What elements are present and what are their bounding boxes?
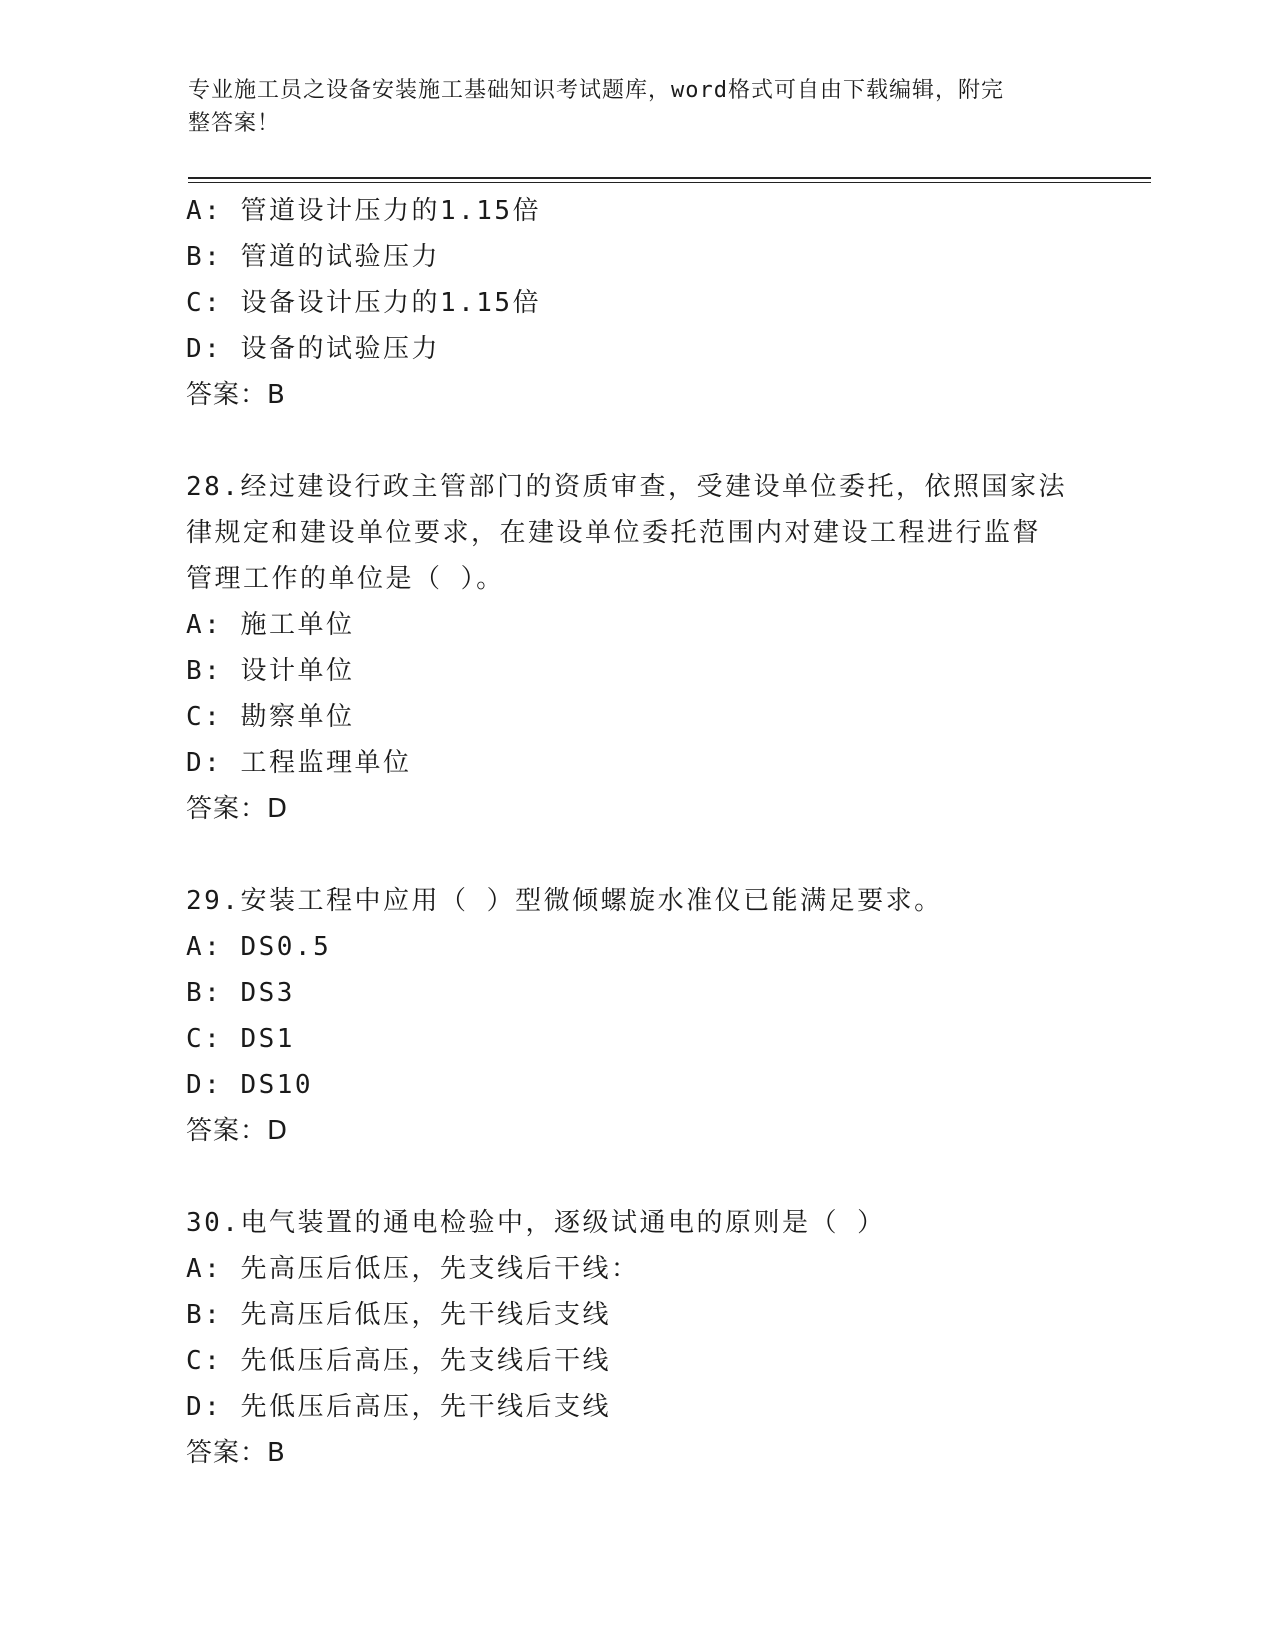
question-28 [186,464,1086,832]
question-29 [186,878,1086,1154]
option-d: D: 先低压后高压，先干线后支线 [186,1392,611,1422]
option-d: D: 设备的试验压力 [186,334,440,364]
question-list [186,188,1086,1476]
question-stem-line: 律规定和建设单位要求，在建设单位委托范围内对建设工程进行监督 [186,518,1042,548]
option-a: A: 管道设计压力的1.15倍 [186,196,542,226]
question-27 [186,188,1086,418]
question-30 [186,1200,1086,1476]
option-d: D: DS10 [186,1070,314,1100]
option-a: A: DS0.5 [186,932,332,962]
header-divider-thin [188,182,1151,183]
option-c: C: 先低压后高压，先支线后干线 [186,1346,611,1376]
question-stem-line: 30.电气装置的通电检验中，逐级试通电的原则是（ ） [186,1208,886,1238]
option-c: C: DS1 [186,1024,295,1054]
document-header [188,74,1068,140]
answer-line: 答案：D [186,1116,289,1146]
header-line-1: 专业施工员之设备安装施工基础知识考试题库，word格式可自由下载编辑，附完 [188,78,1004,103]
option-b: B: 先高压后低压，先干线后支线 [186,1300,611,1330]
answer-line: 答案：D [186,794,289,824]
question-stem-line: 管理工作的单位是（ ）。 [186,564,505,594]
answer-line: 答案：B [186,1438,286,1468]
option-d: D: 工程监理单位 [186,748,412,778]
header-divider-thick [188,177,1151,179]
option-a: A: 先高压后低压，先支线后干线： [186,1254,640,1284]
question-stem-line: 28.经过建设行政主管部门的资质审查，受建设单位委托，依照国家法 [186,472,1067,502]
option-c: C: 勘察单位 [186,702,355,732]
question-stem-line: 29.安装工程中应用（ ）型微倾螺旋水准仪已能满足要求。 [186,886,943,916]
option-b: B: 设计单位 [186,656,355,686]
option-c: C: 设备设计压力的1.15倍 [186,288,542,318]
header-line-2: 整答案！ [188,111,281,136]
option-b: B: 管道的试验压力 [186,242,440,272]
answer-line: 答案：B [186,380,286,410]
option-a: A: 施工单位 [186,610,355,640]
option-b: B: DS3 [186,978,295,1008]
